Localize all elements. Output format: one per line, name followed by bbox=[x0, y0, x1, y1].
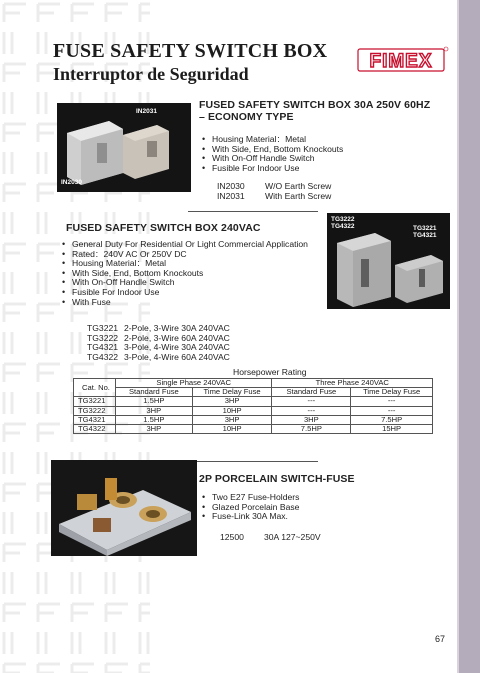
section1-heading-line2: – ECONOMY TYPE bbox=[199, 111, 294, 123]
section-divider bbox=[188, 461, 318, 462]
table-cell: 10HP bbox=[192, 424, 272, 433]
photo-label-tg4322: TG4322 bbox=[331, 223, 355, 230]
tg-series-product-photo bbox=[327, 213, 450, 309]
table-cell: --- bbox=[272, 397, 351, 406]
section3-feature-list bbox=[201, 493, 299, 522]
table-cell: 3HP bbox=[272, 415, 351, 424]
list-item: • Fuse-Link 30A Max. bbox=[201, 512, 299, 522]
photo-label-in2031: IN2031 bbox=[136, 108, 157, 115]
section2-feature-list bbox=[61, 240, 321, 307]
model-code: TG3221 bbox=[87, 323, 119, 333]
porcelain-switch-fuse-photo bbox=[51, 460, 197, 556]
three-phase-header: Three Phase 240VAC bbox=[272, 379, 433, 388]
list-item: • Fusible For Indoor Use bbox=[201, 164, 343, 174]
fimex-logo bbox=[357, 45, 449, 73]
table-cell: 7.5HP bbox=[272, 424, 351, 433]
column-header: Standard Fuse bbox=[272, 388, 351, 397]
table-cell: 3HP bbox=[192, 415, 272, 424]
photo-label-tg4321: TG4321 bbox=[413, 232, 437, 239]
table-row bbox=[217, 192, 331, 202]
page-number: 67 bbox=[435, 634, 446, 644]
table-cell: 3HP bbox=[192, 397, 272, 406]
list-item: • Housing Material：Metal bbox=[61, 259, 321, 269]
cat-no-header: Cat. No. bbox=[74, 379, 116, 397]
table-cell: --- bbox=[351, 406, 433, 415]
hp-table-title: Horsepower Rating bbox=[233, 367, 307, 377]
table-subheader-row bbox=[74, 388, 433, 397]
section-divider bbox=[188, 211, 318, 212]
section3-heading: 2P PORCELAIN SWITCH-FUSE bbox=[199, 473, 355, 485]
model-desc: 3-Pole, 4-Wire 60A 240VAC bbox=[124, 351, 230, 362]
table-cell: 10HP bbox=[192, 406, 272, 415]
list-item: • Rated：240V AC Or 250V DC bbox=[61, 250, 321, 260]
table-cell: --- bbox=[351, 397, 433, 406]
table-cell: TG4322 bbox=[74, 424, 116, 433]
horsepower-table bbox=[73, 378, 433, 434]
model-code: TG4321 bbox=[87, 342, 119, 353]
model-code: 12500 bbox=[220, 532, 244, 542]
section1-heading-line1: FUSED SAFETY SWITCH BOX 30A 250V 60HZ bbox=[199, 99, 431, 111]
section3-model-list bbox=[220, 533, 321, 543]
model-desc: W/O Earth Screw bbox=[265, 181, 332, 191]
section1-model-list bbox=[217, 182, 331, 201]
photo-label-in2030: IN2030 bbox=[61, 179, 82, 186]
table-row bbox=[87, 353, 230, 363]
table-row bbox=[220, 533, 321, 543]
model-desc: 2-Pole, 3-Wire 60A 240VAC bbox=[124, 332, 230, 343]
model-code: TG3222 bbox=[87, 332, 119, 343]
list-item: • Fusible For Indoor Use bbox=[61, 288, 321, 298]
model-code: IN2030 bbox=[217, 181, 245, 191]
in2030-product-photo bbox=[57, 103, 191, 192]
section1-feature-list bbox=[201, 135, 343, 173]
model-code: TG4322 bbox=[87, 351, 119, 362]
list-item: • With Side, End, Bottom Knockouts bbox=[61, 269, 321, 279]
table-cell: TG3222 bbox=[74, 406, 116, 415]
table-cell: TG3221 bbox=[74, 397, 116, 406]
table-cell: 3HP bbox=[115, 406, 192, 415]
page-subtitle: Interruptor de Seguridad bbox=[53, 64, 249, 84]
table-row bbox=[74, 415, 433, 424]
list-item: • Two E27 Fuse-Holders bbox=[201, 493, 299, 503]
table-cell: 1.5HP bbox=[115, 397, 192, 406]
table-row bbox=[74, 406, 433, 415]
svg-text:FIMEX: FIMEX bbox=[369, 51, 433, 72]
photo-label-tg3222: TG3222 bbox=[331, 216, 355, 223]
column-header: Time Delay Fuse bbox=[351, 388, 433, 397]
model-desc: 3-Pole, 4-Wire 30A 240VAC bbox=[124, 342, 230, 353]
column-header: Standard Fuse bbox=[115, 388, 192, 397]
list-item: • General Duty For Residential Or Light Commercial Application bbox=[61, 240, 321, 250]
photo-label-tg3221: TG3221 bbox=[413, 225, 437, 232]
section2-model-list bbox=[87, 324, 230, 362]
list-item: • With On-Off Handle Switch bbox=[201, 154, 343, 164]
list-item: • With Fuse bbox=[61, 298, 321, 308]
right-color-band bbox=[459, 0, 480, 673]
table-row bbox=[74, 424, 433, 433]
table-cell: --- bbox=[272, 406, 351, 415]
page-title: FUSE SAFETY SWITCH BOX bbox=[53, 40, 328, 62]
section2-heading: FUSED SAFETY SWITCH BOX 240VAC bbox=[66, 222, 261, 234]
table-row bbox=[74, 397, 433, 406]
model-code: IN2031 bbox=[217, 190, 245, 201]
model-desc: 2-Pole, 3-Wire 30A 240VAC bbox=[124, 323, 230, 333]
table-cell: 3HP bbox=[115, 424, 192, 433]
list-item: • With Side, End, Bottom Knockouts bbox=[201, 145, 343, 155]
list-item: • With On-Off Handle Switch bbox=[61, 278, 321, 288]
table-cell: 1.5HP bbox=[115, 415, 192, 424]
single-phase-header: Single Phase 240VAC bbox=[115, 379, 272, 388]
table-cell: TG4321 bbox=[74, 415, 116, 424]
model-desc: 30A 127~250V bbox=[264, 532, 321, 542]
column-header: Time Delay Fuse bbox=[192, 388, 272, 397]
list-item: • Glazed Porcelain Base bbox=[201, 503, 299, 513]
table-cell: 7.5HP bbox=[351, 415, 433, 424]
list-item: • Housing Material：Metal bbox=[201, 135, 343, 145]
table-cell: 15HP bbox=[351, 424, 433, 433]
model-desc: With Earth Screw bbox=[265, 190, 332, 201]
